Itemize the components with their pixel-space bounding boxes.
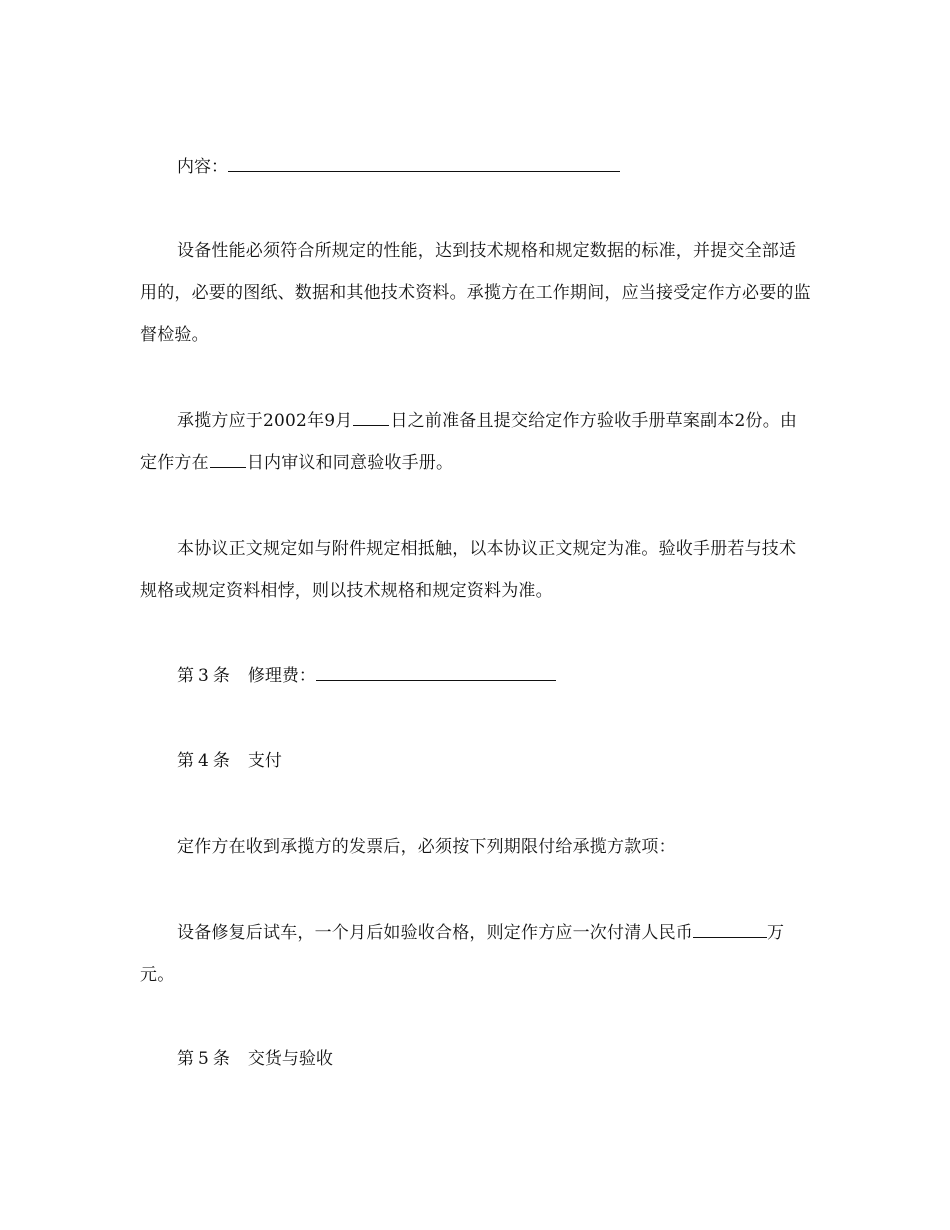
article-3-prefix: 第 [177, 666, 194, 686]
article-5-unit: 条 [212, 1049, 230, 1069]
content-line [177, 155, 620, 179]
paragraph-performance: 设备性能必须符合所规定的性能，达到技术规格和规定数据的标准，并提交全部适用的，必要的图纸、数据和其他技术资料。承揽方在工作期间，应当接受定作方必要的监督检验。 [140, 241, 811, 345]
article-5-num: 5 [198, 1049, 209, 1069]
paragraph-acceptance-manual [140, 400, 812, 484]
para5-part2: 万元。 [140, 923, 785, 985]
article-5-heading [177, 1047, 333, 1071]
article-3-unit: 条 [212, 666, 230, 686]
article-5-title: 交货与验收 [247, 1049, 333, 1069]
content-label: 内容： [177, 157, 228, 177]
para5-part1: 设备修复后试车，一个月后如验收合格，则定作方应一次付清人民币 [177, 923, 693, 943]
article-3-heading [177, 664, 556, 688]
paragraph-precedence: 本协议正文规定如与附件规定相抵触，以本协议正文规定为准。验收手册若与技术规格或规定资料相悖，则以技术规格和规定资料为准。 [140, 539, 797, 601]
article-5-prefix: 第 [177, 1049, 194, 1069]
paragraph-payment-amount [140, 912, 812, 996]
paragraph-payment-terms: 定作方在收到承揽方的发票后，必须按下列期限付给承揽方款项： [177, 837, 676, 857]
day-blank-1 [353, 411, 389, 426]
day-blank-2 [210, 453, 246, 468]
para2-part3: 日内审议和同意验收手册。 [246, 453, 454, 473]
content-blank [228, 157, 620, 172]
article-4-heading [177, 749, 282, 773]
para2-part2: 日之前准备且提交给定作方验收手册草案副本2份。由定作方在 [140, 411, 798, 473]
article-3-num: 3 [198, 666, 209, 686]
article-4-title: 支付 [247, 751, 282, 771]
repair-fee-blank [316, 666, 556, 681]
article-4-unit: 条 [212, 751, 230, 771]
article-3-title: 修理费： [247, 666, 316, 686]
amount-blank [693, 923, 767, 938]
article-4-prefix: 第 [177, 751, 194, 771]
para2-part1: 承揽方应于2002年9月 [177, 411, 353, 431]
article-4-num: 4 [198, 751, 209, 771]
